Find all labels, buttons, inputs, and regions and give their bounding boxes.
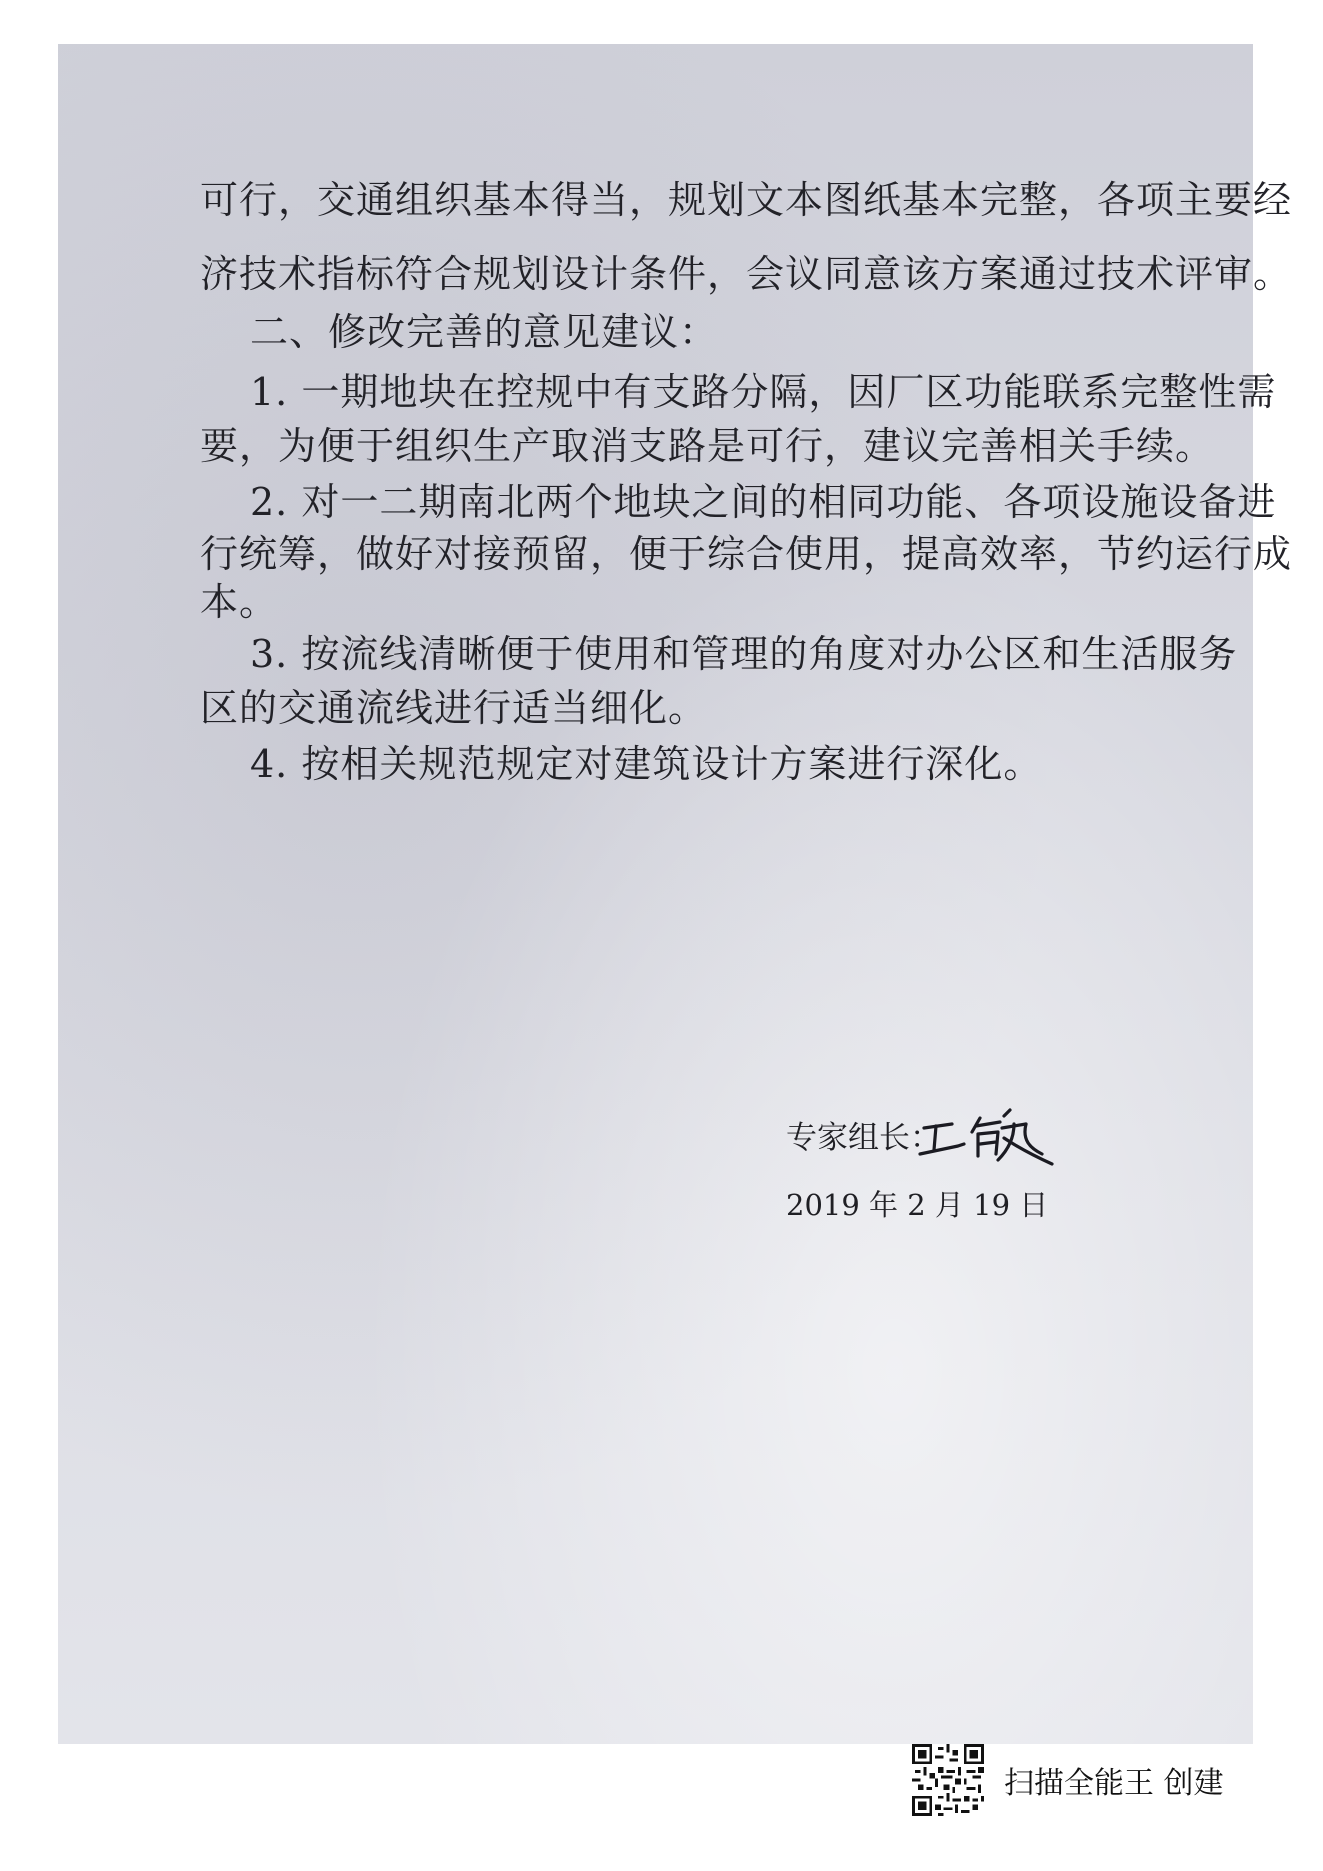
scanner-footer xyxy=(912,1744,1312,1826)
item-2-line-1: 2. 对一二期南北两个地块之间的相同功能、各项设施设备进 xyxy=(250,480,1277,524)
paragraph-line-2: 济技术指标符合规划设计条件，会议同意该方案通过技术评审。 xyxy=(200,252,1293,296)
qr-code-icon xyxy=(912,1744,984,1816)
item-3-line-1: 3. 按流线清晰便于使用和管理的角度对办公区和生活服务 xyxy=(250,632,1238,676)
section-heading: 二、修改完善的意见建议： xyxy=(250,310,719,354)
item-3-line-2: 区的交通流线进行适当细化。 xyxy=(200,686,708,730)
item-2-line-3: 本。 xyxy=(200,580,279,624)
item-1-line-2: 要，为便于组织生产取消支路是可行，建议完善相关手续。 xyxy=(200,424,1215,468)
signature-block xyxy=(786,1104,1086,1234)
item-4-line-1: 4. 按相关规范规定对建筑设计方案进行深化。 xyxy=(250,742,1043,786)
scanned-page xyxy=(58,44,1293,1744)
signature-label: 专家组长： xyxy=(786,1120,941,1156)
item-2-line-2: 行统筹，做好对接预留，便于综合使用，提高效率，节约运行成 xyxy=(200,532,1293,576)
signature-date: 2019 年 2 月 19 日 xyxy=(786,1188,1049,1222)
paragraph-line-1: 可行，交通组织基本得当，规划文本图纸基本完整，各项主要经 xyxy=(200,178,1293,222)
scanner-watermark-text: 扫描全能王 创建 xyxy=(1004,1766,1224,1801)
item-1-line-1: 1. 一期地块在控规中有支路分隔，因厂区功能联系完整性需 xyxy=(250,370,1277,414)
handwritten-signature xyxy=(918,1104,1058,1170)
